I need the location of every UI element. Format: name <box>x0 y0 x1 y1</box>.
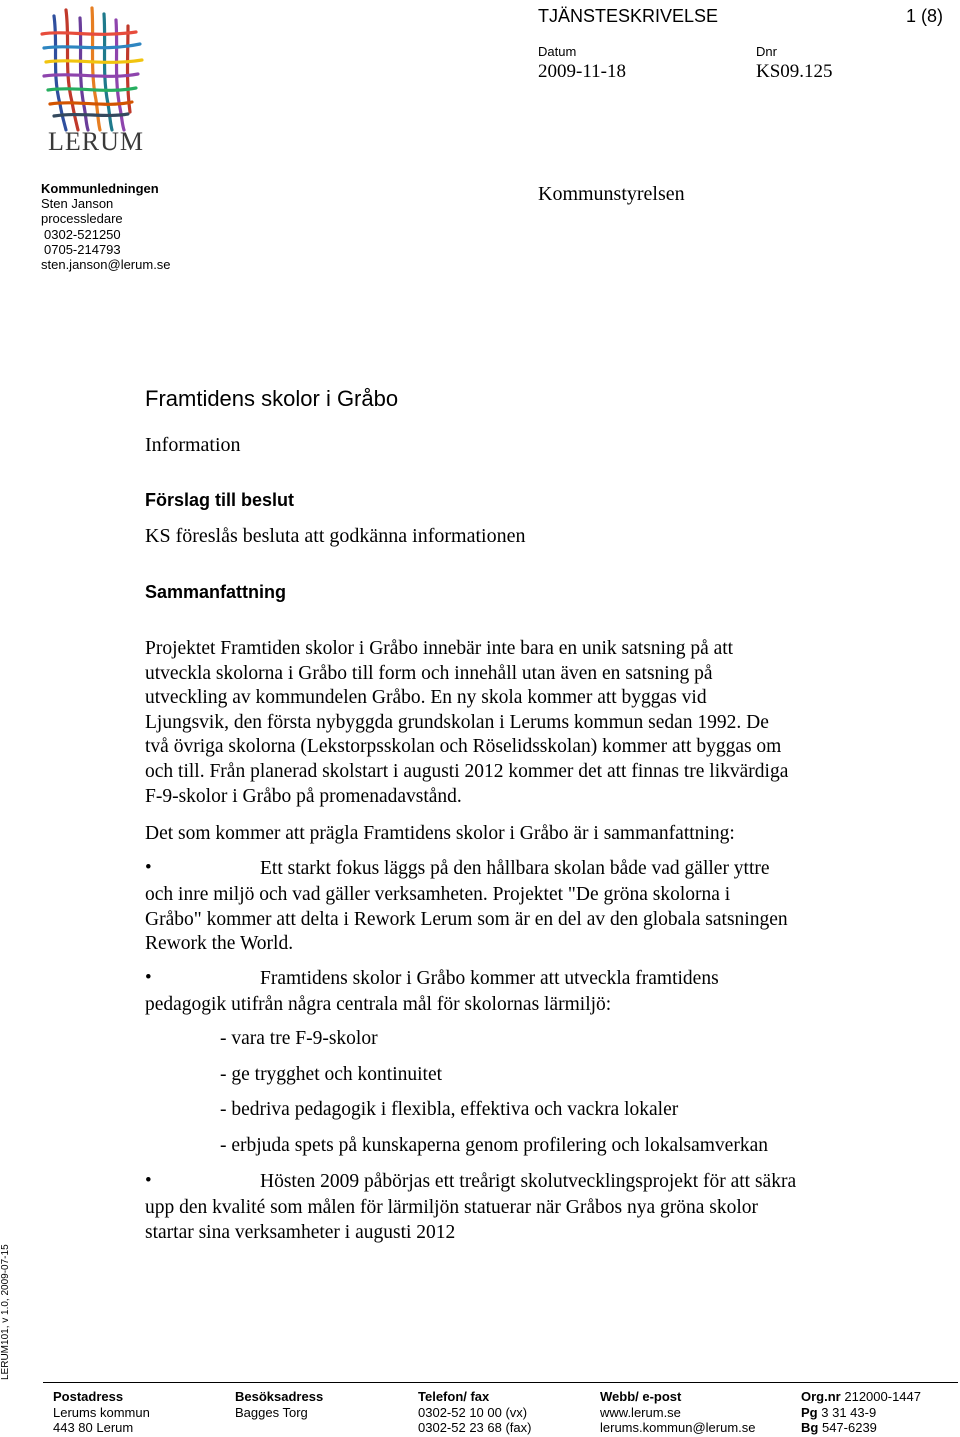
summary-line: och till. Från planerad skolstart i augusti 2012 kommer det att finnas tre likvärdiga <box>145 760 789 782</box>
sender-name: Sten Janson <box>41 196 114 212</box>
bullet1-line: Gråbo" kommer att delta i Rework Lerum som är en del av den globala satsningen <box>145 908 788 930</box>
bullet1-continuation <box>145 883 875 957</box>
footer-visit-line: Bagges Torg <box>235 1404 308 1420</box>
lerum-logo <box>36 4 156 156</box>
bullet2-line: Framtidens skolor i Gråbo kommer att utveckla framtidens <box>260 968 719 989</box>
footer-fax-line: 0302-52 23 68 (fax) <box>418 1420 532 1435</box>
bullet3-line: startar sina verksamheter i augusti 2012 <box>145 1221 456 1243</box>
date-label: Datum <box>538 44 577 59</box>
footer-email-link[interactable]: lerums.kommun@lerum.se <box>600 1420 756 1435</box>
footer-org-label: Org.nr <box>801 1389 841 1404</box>
proposal-heading: Förslag till beslut <box>145 490 295 510</box>
goal-item: - ge trygghet och kontinuitet <box>220 1064 443 1085</box>
footer-postal <box>53 1389 150 1436</box>
sender-email: sten.janson@lerum.se <box>41 257 171 273</box>
footer-web-label: Webb/ e-post <box>600 1389 682 1404</box>
woven-grid-logo-icon <box>36 4 156 156</box>
bullet1-line: och inre miljö och vad gäller verksamheten. Projektet "De gröna skolorna i <box>145 884 731 905</box>
bullet3-line: Hösten 2009 påbörjas ett treårigt skolutvecklingsprojekt för att säkra <box>260 1171 797 1192</box>
summary-line: F-9-skolor i Gråbo på promenadavstånd. <box>145 785 462 807</box>
date-value: 2009-11-18 <box>538 61 626 82</box>
bullet3-line: upp den kvalité som målen för lärmiljön statuerar när Gråbos nya gröna skolor <box>145 1197 758 1218</box>
bullet-marker: • <box>145 857 152 878</box>
page-number: 1 (8) <box>906 6 944 26</box>
sender-mobile: 0705-214793 <box>44 241 121 257</box>
footer-bg-value: 547-6239 <box>821 1420 877 1435</box>
summary-intro <box>145 822 875 847</box>
sender-org: Kommunledningen <box>41 181 159 196</box>
summary-line: utveckling av kommundelen Gråbo. En ny skola kommer att byggas vid <box>145 687 707 709</box>
summary-heading: Sammanfattning <box>145 582 287 602</box>
recipient: Kommunstyrelsen <box>538 183 685 205</box>
goal-item: - erbjuda spets på kunskaperna genom profilering och lokalsamverkan <box>220 1135 768 1156</box>
footer-bg-label: Bg <box>801 1420 819 1435</box>
bullet1-line: Ett starkt fokus läggs på den hållbara skolan både vad gäller yttre <box>260 858 770 879</box>
proposal-text: KS föreslås besluta att godkänna informationen <box>145 525 526 547</box>
bullet2-line: pedagogik utifrån några centrala mål för skolornas lärmiljö: <box>145 994 612 1015</box>
goal-item: - vara tre F-9-skolor <box>220 1028 378 1049</box>
summary-line: Projektet Framtiden skolor i Gråbo innebär inte bara en unik satsning på att <box>145 638 734 659</box>
footer-divider <box>43 1382 958 1383</box>
footer-web <box>600 1389 756 1436</box>
bullet1-line: Rework the World. <box>145 933 294 955</box>
summary-line: utveckla skolorna i Gråbo till form och innehåll utan även en satsning på <box>145 662 713 684</box>
document-subtitle: Information <box>145 434 241 456</box>
document-type: TJÄNSTESKRIVELSE <box>538 6 719 26</box>
footer-org-value: 212000-1447 <box>844 1389 921 1404</box>
bullet-marker: • <box>145 967 152 988</box>
footer-visit-label: Besöksadress <box>235 1389 324 1404</box>
footer-pg-value: 3 31 43-9 <box>821 1404 877 1420</box>
document-title: Framtidens skolor i Gråbo <box>145 386 399 411</box>
dnr-label: Dnr <box>756 44 777 59</box>
footer-postal-line: 443 80 Lerum <box>53 1420 134 1435</box>
summary-intro-line: Det som kommer att prägla Framtidens skolor i Gråbo är i sammanfattning: <box>145 823 735 844</box>
sender-block <box>41 181 171 272</box>
sender-phone: 0302-521250 <box>44 226 121 242</box>
footer-web-link[interactable]: www.lerum.se <box>600 1404 681 1420</box>
bullet2-continuation <box>145 993 875 1018</box>
bullet3-continuation <box>145 1196 875 1245</box>
dnr-value: KS09.125 <box>756 61 833 82</box>
footer-phone-line: 0302-52 10 00 (vx) <box>418 1404 528 1420</box>
footer-phone <box>418 1389 531 1436</box>
footer-phone-label: Telefon/ fax <box>418 1389 490 1404</box>
footer-org <box>801 1389 921 1436</box>
goal-item: - bedriva pedagogik i flexibla, effektiva och vackra lokaler <box>220 1099 679 1120</box>
summary-line: två övriga skolorna (Lekstorpsskolan och Röselidsskolan) kommer att byggas om <box>145 736 782 758</box>
footer-pg-label: Pg <box>801 1404 818 1420</box>
summary-line: Ljungsvik, den första nybyggda grundskolan i Lerums kommun sedan 1992. De <box>145 711 769 733</box>
bullet-marker: • <box>145 1170 152 1191</box>
sender-role: processledare <box>41 211 123 227</box>
footer-postal-label: Postadress <box>53 1389 124 1404</box>
summary-paragraph <box>145 637 875 809</box>
footer-visit <box>235 1389 323 1420</box>
footer-postal-line: Lerums kommun <box>53 1404 150 1420</box>
template-version-label: LERUM101, v 1.0, 2009-07-15 <box>0 1244 11 1380</box>
svg-text:LERUM: LERUM <box>48 127 144 156</box>
